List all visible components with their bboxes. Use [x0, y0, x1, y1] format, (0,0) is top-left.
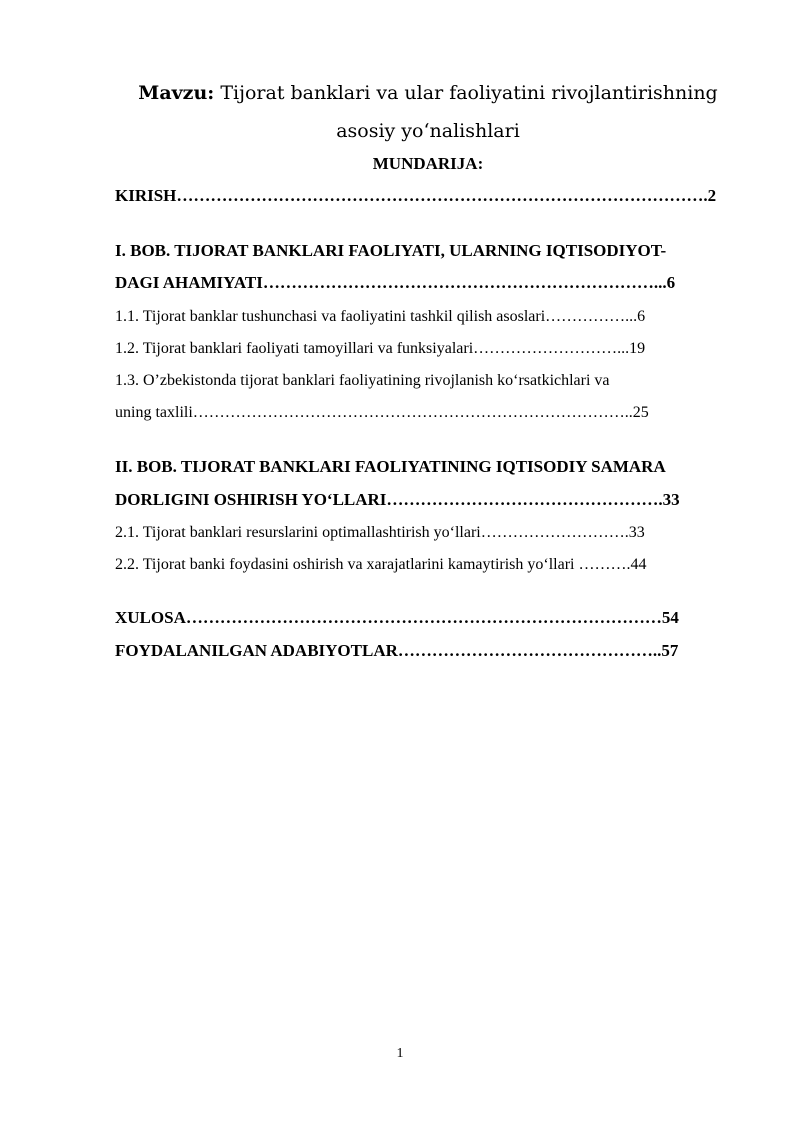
- toc-title: MUNDARIJA:: [372, 154, 484, 173]
- toc-entry-adabiyotlar: FOYDALANILGAN ADABIYOTLAR………………………………………..57: [115, 641, 679, 660]
- toc-entry-chapter-2-cont: DORLIGINI OSHIRISH YOʻLLARI………………………………………….33: [115, 490, 680, 509]
- toc-entry-xulosa: XULOSA…………………………………………………………………………54: [115, 608, 679, 627]
- toc-entry-1-3-cont: uning taxlili………………………………………………………………………..25: [115, 404, 649, 421]
- toc-entry-kirish: KIRISH………………………………………………………………………………….2: [115, 186, 717, 205]
- toc-entry-2-1: 2.1. Tijorat banklari resurslarini optimallashtirish yoʻllari……………………….33: [115, 524, 645, 541]
- topic-label: Mavzu:: [138, 82, 215, 104]
- toc-entry-1-1: 1.1. Tijorat banklar tushunchasi va faoliyatini tashkil qilish asoslari……………...6: [115, 308, 646, 325]
- topic-text: Tijorat banklari va ular faoliyatini rivojlantirishning asosiy yoʻnalishlari: [220, 82, 718, 142]
- toc-entry-chapter-1: I. BOB. TIJORAT BANKLARI FAOLIYATI, ULARNING IQTISODIYOT-: [115, 241, 667, 260]
- toc-entry-2-2: 2.2. Tijorat banki foydasini oshirish va xarajatlarini kamaytirish yoʻllari ……….44: [115, 556, 647, 573]
- toc-entry-chapter-2: II. BOB. TIJORAT BANKLARI FAOLIYATINING IQTISODIY SAMARA: [115, 457, 666, 476]
- toc-entry-1-3: 1.3. O’zbekistonda tijorat banklari faoliyatining rivojlanish koʻrsatkichlari va: [115, 372, 610, 389]
- toc-entry-1-2: 1.2. Tijorat banklari faoliyati tamoyillari va funksiyalari………………………...19: [115, 340, 646, 357]
- topic-heading: [113, 74, 743, 150]
- page-number: 1: [396, 1046, 404, 1061]
- toc-entry-chapter-1-cont: DAGI AHAMIYATI……………………………………………………………...6: [115, 273, 676, 292]
